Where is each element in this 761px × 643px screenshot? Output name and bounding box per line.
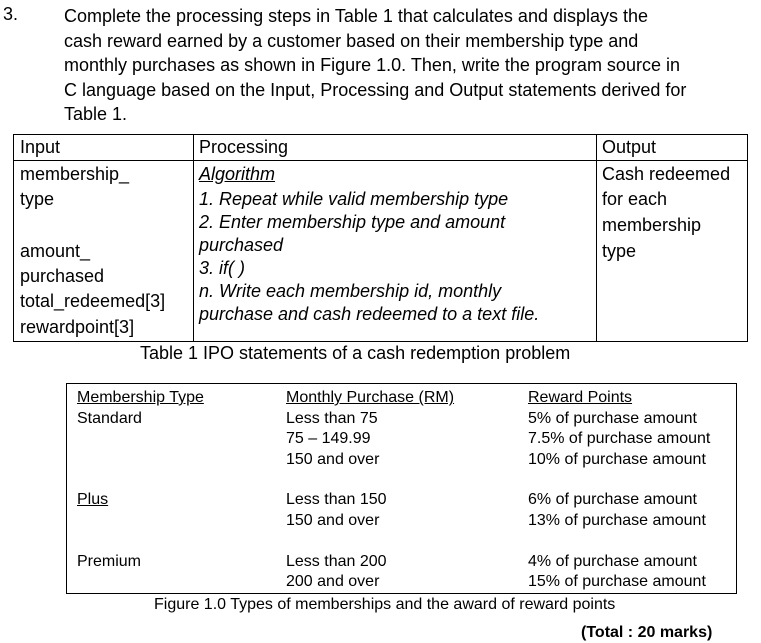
total-marks: (Total : 20 marks) (581, 624, 713, 641)
purchase-range: Less than 200 (286, 553, 387, 570)
ipo-table (13, 134, 748, 342)
question-line: cash reward earned by a customer based on their membership type and (64, 30, 639, 51)
input-item: type (20, 189, 55, 209)
algorithm-step: 1. Repeat while valid membership type (199, 189, 509, 209)
input-item: rewardpoint[3] (20, 317, 135, 337)
input-item: amount_ (20, 241, 91, 261)
output-item: for each (602, 189, 668, 209)
input-header: Input (20, 137, 61, 157)
question-line: monthly purchases as shown in Figure 1.0. Then, write the program source in (64, 55, 680, 75)
algorithm-step: 2. Enter membership type and amount (199, 212, 506, 232)
algorithm-step: n. Write each membership id, monthly (199, 281, 502, 301)
reward-rate: 13% of purchase amount (528, 511, 706, 529)
membership-standard: Standard (77, 409, 142, 427)
input-item: membership_ (20, 164, 130, 184)
purchase-range: 150 and over (286, 450, 380, 468)
processing-header: Processing (199, 137, 289, 157)
output-item: Cash redeemed (602, 164, 731, 184)
membership-type-column (77, 388, 204, 429)
purchase-range: 200 and over (286, 573, 380, 590)
question-line: Table 1. (64, 104, 128, 124)
column-divider (193, 135, 194, 341)
reward-rate: 6% of purchase amount (528, 491, 697, 508)
reward-rate: 15% of purchase amount (528, 573, 706, 590)
input-item: total_redeemed[3] (20, 291, 166, 311)
algorithm-step: purchased (199, 235, 284, 255)
purchase-range: 150 and over (286, 511, 380, 529)
output-item: membership (602, 215, 702, 235)
question-text (64, 4, 754, 127)
algorithm-title: Algorithm (199, 164, 276, 184)
column-divider (596, 135, 597, 341)
monthly-purchase-column (286, 388, 454, 470)
purchase-range: Less than 150 (286, 491, 387, 508)
reward-points-header: Reward Points (528, 389, 633, 406)
header-divider (14, 160, 747, 161)
algorithm-step: purchase and cash redeemed to a text file. (199, 304, 540, 324)
output-item: type (602, 241, 637, 261)
question-line: Complete the processing steps in Table 1 that calculates and displays the (64, 6, 649, 26)
reward-rate: 10% of purchase amount (528, 450, 706, 468)
algorithm-step: 3. if( ) (199, 258, 246, 278)
question-number: 3. (3, 4, 19, 24)
reward-rate: 4% of purchase amount (528, 553, 697, 570)
table-caption: Table 1 IPO statements of a cash redemption problem (140, 343, 571, 363)
purchase-range: Less than 75 (286, 409, 378, 427)
reward-rate: 7.5% of purchase amount (528, 430, 711, 447)
reward-rate: 5% of purchase amount (528, 409, 697, 427)
membership-type-header: Membership Type (77, 389, 204, 406)
membership-plus: Plus (77, 491, 109, 508)
question-line: C language based on the Input, Processing and Output statements derived for (64, 79, 687, 100)
membership-figure (66, 383, 737, 594)
monthly-purchase-header: Monthly Purchase (RM) (286, 389, 455, 406)
membership-premium: Premium (77, 553, 142, 570)
input-item: purchased (20, 266, 105, 286)
purchase-range: 75 – 149.99 (286, 430, 371, 447)
figure-caption: Figure 1.0 Types of memberships and the award of reward points (154, 596, 616, 613)
output-header: Output (602, 137, 657, 157)
reward-points-column (528, 388, 710, 470)
